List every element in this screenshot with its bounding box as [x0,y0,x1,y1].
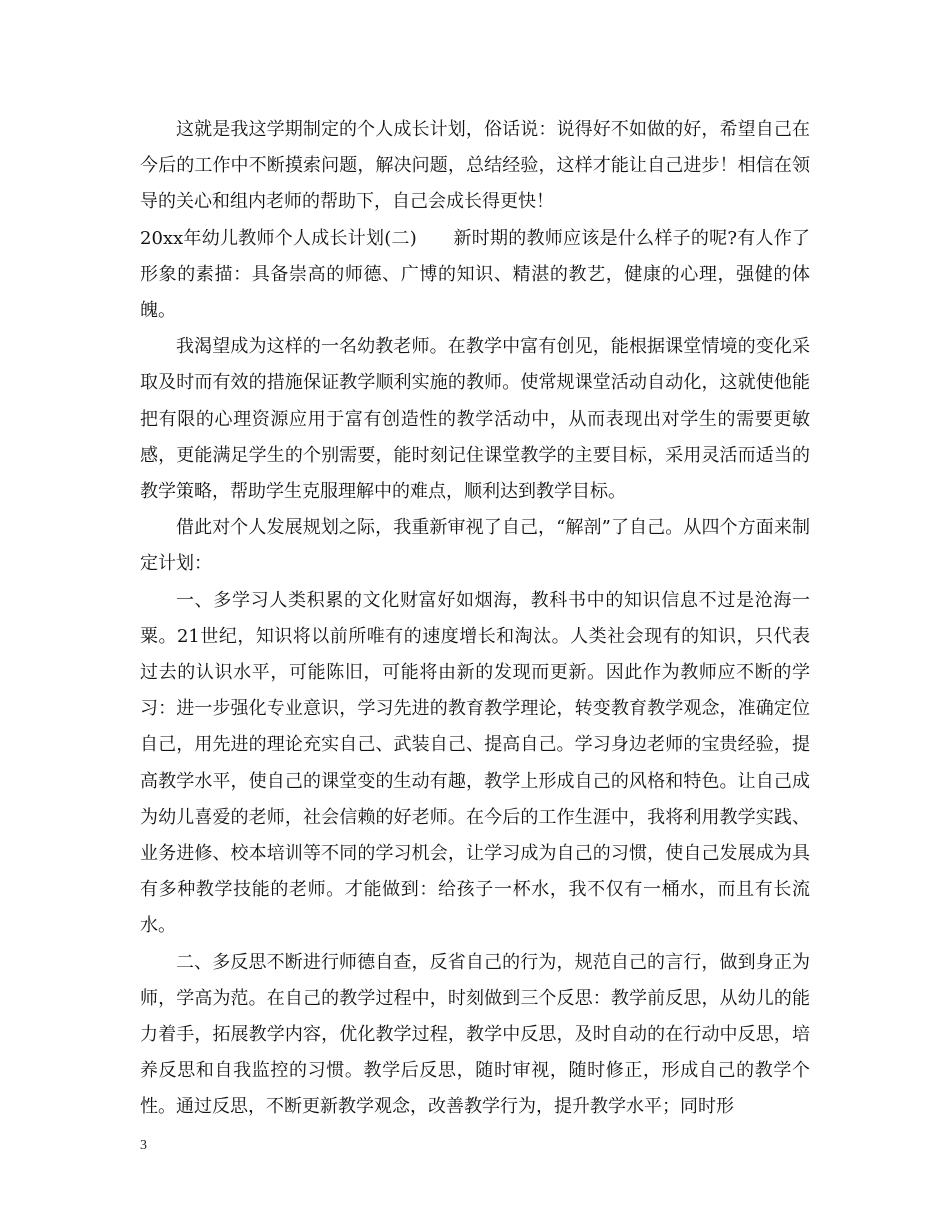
paragraph-learn-more: 一、多学习人类积累的文化财富好如烟海，教科书中的知识信息不过是沧海一粟。21世纪，知识将以前所唯有的速度增长和淘汰。人类社会现有的知识，只代表过去的认识水平，可能陈旧，可能将由新的发现而更新。因此作为教师应不断的学习：进一步强化专业意识，学习先进的教育教学理论，转变教育教学观念，准确定位自己，用先进的理论充实自己、武装自己、提高自己。学习身边老师的宝贵经验，提高教学水平，使自己的课堂变的生动有趣，教学上形成自己的风格和特色。让自己成为幼儿喜爱的老师，社会信赖的好老师。在今后的工作生涯中，我将利用教学实践、业务进修、校本培训等不同的学习机会，让学习成为自己的习惯，使自己发展成为具有多种教学技能的老师。才能做到：给孩子一杯水，我不仅有一桶水，而且有长流水。 [140,589,810,937]
page-number: 3 [140,1138,147,1153]
paragraph-conclusion: 这就是我这学期制定的个人成长计划，俗话说：说得好不如做的好，希望自己在今后的工作中不断摸索问题，解决问题，总结经验，这样才能让自己进步！相信在领导的关心和组内老师的帮助下，自己会成长得更快！ [140,119,810,213]
paragraph-reflect-more: 二、多反思不断进行师德自查，反省自己的行为，规范自己的言行，做到身正为师，学高为范。在自己的教学过程中，时刻做到三个反思：教学前反思，从幼儿的能力着手，拓展教学内容，优化教学过程，教学中反思，及时自动的在行动中反思，培养反思和自我监控的习惯。教学后反思，随时审视，随时修正，形成自己的教学个性。通过反思，不断更新教学观念，改善教学行为，提升教学水平；同时形 [140,951,810,1118]
paragraph-introduction: 借此对个人发展规划之际，我重新审视了自己，“解剖”了自己。从四个方面来制定计划： [140,517,810,575]
paragraph-heading-plan-two: 20xx年幼儿教师个人成长计划(二) 新时期的教师应该是什么样子的呢?有人作了形象的素描：具备崇高的师德、广博的知识、精湛的教艺，健康的心理，强健的体魄。 [140,227,810,322]
document-body [140,112,810,1126]
paragraph-aspiration: 我渴望成为这样的一名幼教老师。在教学中富有创见，能根据课堂情境的变化采取及时而有效的措施保证教学顺利实施的教师。使常规课堂活动自动化，这就使他能把有限的心理资源应用于富有创造性的教学活动中，从而表现出对学生的需要更敏感，更能满足学生的个别需要，能时刻记住课堂教学的主要目标，采用灵活而适当的教学策略，帮助学生克服理解中的难点，顺利达到教学目标。 [140,336,810,503]
